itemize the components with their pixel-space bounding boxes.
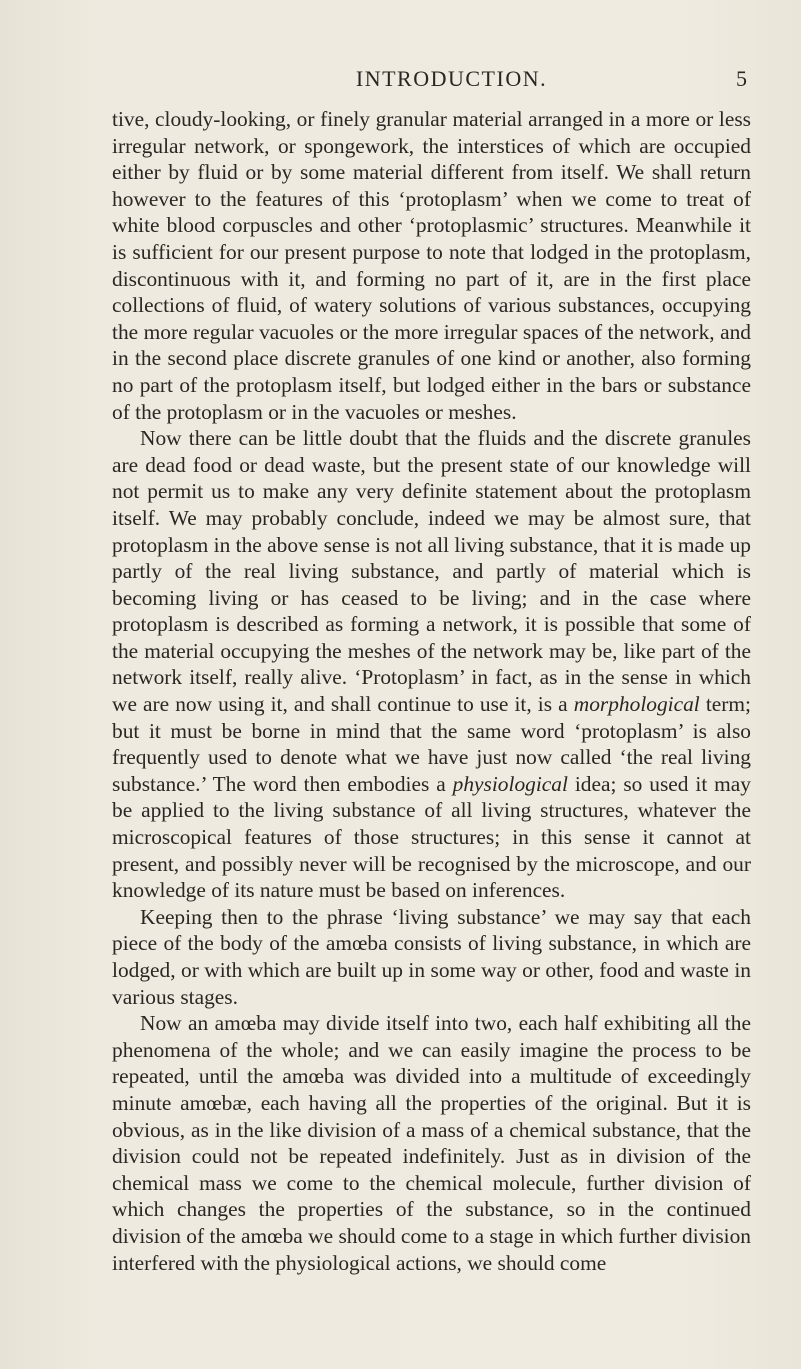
paragraph-amoeba-division: Now an amœba may divide itself into two, each half exhibiting all the phenomena of the whole; and we can easily imagine the process to be repeated, until the amœba was divided into a multitude of exceedingly minute amœbæ, each having all the properties of the original. But it is obvious, as in the like division of a mass of a chemical substance, that the division could not be repeated indefinitely. Just as in division of the chemical mass we come to the chemical molecule, further division of which changes the properties of the substance, so in the continued division of the amœba we should come to a stage in which further division interfered with the physiological actions, we should come	[112, 1011, 751, 1275]
body-text	[112, 106, 751, 1276]
italic-term: physiological	[452, 771, 568, 796]
paragraph-text: Now there can be little doubt that the fluids and the discrete granules are dead food or dead waste, but the present state of our knowledge will not permit us to make any very definite statement about the protoplasm itself. We may probably conclude, indeed we may be almost sure, that protoplasm in the above sense is not all living substance, that it is made up partly of the real living substance, and partly of material which is becoming living or has ceased to be living; and in the case where protoplasm is described as forming a network, it is possible that some of the material occupying the meshes of the network may be, like part of the network itself, really alive. ‘Protoplasm’ in fact, as in the sense in which we are now using it, and shall continue to use it, is a	[112, 426, 751, 717]
paragraph-protoplasm-definition	[112, 425, 751, 904]
paragraph-continuation: tive, cloudy-looking, or finely granular material arranged in a more or less irregular network, or spongework, the interstices of which are occupied either by fluid or by some material different from itself. We shall return however to the features of this ‘protoplasm’ when we come to treat of white blood corpuscles and other ‘protoplasmic’ structures. Meanwhile it is sufficient for our present purpose to note that lodged in the protoplasm, discontinuous with it, and forming no part of it, are in the first place collections of fluid, of watery solutions of various substances, occupying the more regular vacuoles or the more irregular spaces of the network, and in the second place discrete granules of one kind or another, also forming no part of the protoplasm itself, but lodged either in the bars or substance of the protoplasm or in the vacuoles or meshes.	[112, 107, 751, 424]
page-number: 5	[736, 66, 747, 91]
paragraph-text: idea; so used it may be applied to the living substance of all living structures, whatever the microscopical features of those structures; in this sense it cannot at present, and possibly never will be recognised by the microscope, and our knowledge of its nature must be based on inferences.	[112, 771, 751, 903]
running-head	[112, 54, 751, 90]
paragraph-living-substance: Keeping then to the phrase ‘living substance’ we may say that each piece of the body of the amœba consists of living substance, in which are lodged, or with which are built up in some way or other, food and waste in various stages.	[112, 904, 751, 1009]
paragraph-text: term; but it must be borne in mind that the same word ‘protoplasm’ is also frequently used to denote what we have just now called ‘the real living substance.’ The word then embodies a	[112, 692, 751, 796]
italic-term: morphological	[573, 692, 700, 717]
running-title: INTRODUCTION.	[355, 66, 548, 91]
